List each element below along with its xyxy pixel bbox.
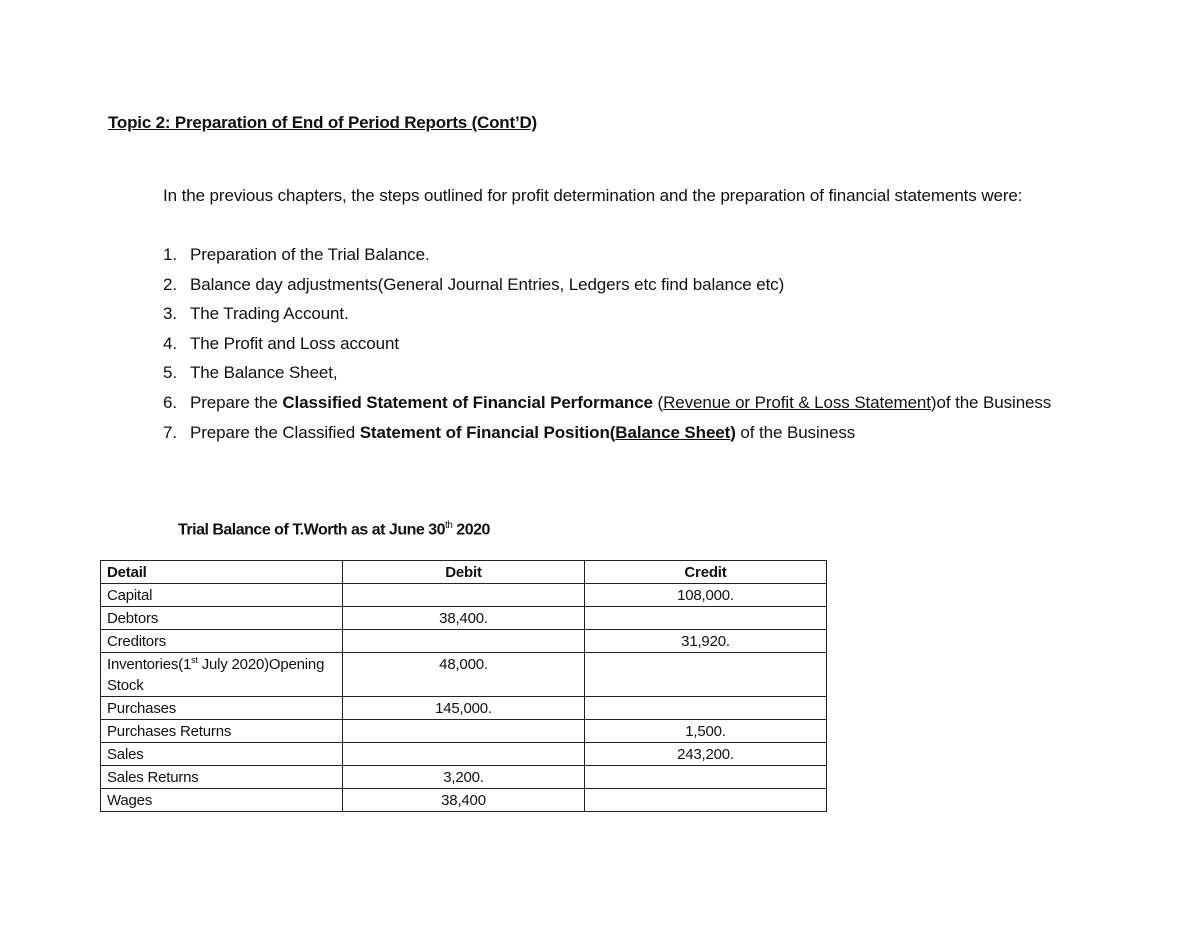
credit-cell: 1,500. [585,720,827,743]
debit-cell [343,630,585,653]
title-text: Trial Balance of T.Worth as at June 30 [178,521,446,539]
detail-cell: Wages [101,789,343,812]
list-item [163,329,1103,359]
intro-paragraph: In the previous chapters, the steps outlined for profit determination and the preparation of financial statements were: [163,186,1023,205]
debit-cell [343,584,585,607]
detail-cell: Creditors [101,630,343,653]
list-item [163,358,1103,388]
list-item [163,388,1103,418]
list-text: Preparation of the Trial Balance. [190,245,430,264]
list-number: 5. [163,363,177,383]
credit-cell [585,653,827,697]
list-number: 7. [163,422,177,442]
detail-superscript: st [191,655,198,665]
table-row [101,720,827,743]
bold-text: Classified Statement of Financial Performance [282,392,653,412]
table-header-row [101,561,827,584]
bold-text: Statement of Financial Position( [359,422,616,442]
text-run: )of the Business [930,392,1052,412]
table-row [101,653,827,697]
debit-cell: 38,400. [343,607,585,630]
list-number: 1. [163,245,177,264]
credit-cell: 243,200. [585,743,827,766]
credit-cell: 108,000. [585,584,827,607]
debit-cell: 48,000. [343,653,585,697]
list-item [163,270,1103,300]
credit-cell: 31,920. [585,630,827,653]
debit-cell: 38,400 [343,789,585,812]
list-number: 4. [163,333,177,353]
list-text: The Trading Account. [190,304,349,324]
text-run: Prepare the Classified [190,422,360,442]
list-text: Balance day adjustments(General Journal Entries, Ledgers etc find balance etc) [190,274,785,294]
column-header-detail: Detail [101,561,343,584]
list-number: 3. [163,304,177,324]
column-header-credit: Credit [585,561,827,584]
list-number: 6. [163,392,177,412]
detail-cell: Debtors [101,607,343,630]
trial-balance-table [100,560,827,812]
bold-underlined-text: Balance Sheet [615,422,731,442]
debit-cell: 145,000. [343,697,585,720]
table-row [101,789,827,812]
list-item [163,299,1103,329]
table-row [101,607,827,630]
detail-text: Inventories(1 [107,656,192,673]
table-row [101,697,827,720]
detail-cell: Capital [101,584,343,607]
list-text [190,418,1103,448]
credit-cell [585,789,827,812]
table-row [101,630,827,653]
trial-balance-title [178,520,490,539]
text-run: of the Business [735,422,856,442]
detail-cell [101,653,343,697]
list-item [163,240,1103,270]
detail-cell: Sales Returns [101,766,343,789]
bold-text: ) [730,422,736,442]
credit-cell [585,697,827,720]
table-row [101,743,827,766]
column-header-debit: Debit [343,561,585,584]
table-row [101,584,827,607]
detail-text: July 2020)Opening Stock [107,656,325,694]
list-text: The Profit and Loss account [190,333,399,353]
debit-cell [343,743,585,766]
steps-list [163,240,1103,447]
text-run: Prepare the [190,392,283,412]
list-text [190,388,1103,418]
table-row [101,766,827,789]
title-text: 2020 [452,521,490,539]
credit-cell [585,766,827,789]
text-run: ( [652,392,664,412]
credit-cell [585,607,827,630]
detail-cell: Purchases Returns [101,720,343,743]
list-text: The Balance Sheet, [190,363,338,383]
underlined-text: Revenue or Profit & Loss Statement [663,392,931,412]
debit-cell: 3,200. [343,766,585,789]
list-number: 2. [163,274,177,294]
detail-cell: Purchases [101,697,343,720]
debit-cell [343,720,585,743]
detail-cell: Sales [101,743,343,766]
list-item [163,418,1103,448]
page-title: Topic 2: Preparation of End of Period Reports (Cont’D) [108,113,538,132]
title-superscript: th [445,520,453,531]
